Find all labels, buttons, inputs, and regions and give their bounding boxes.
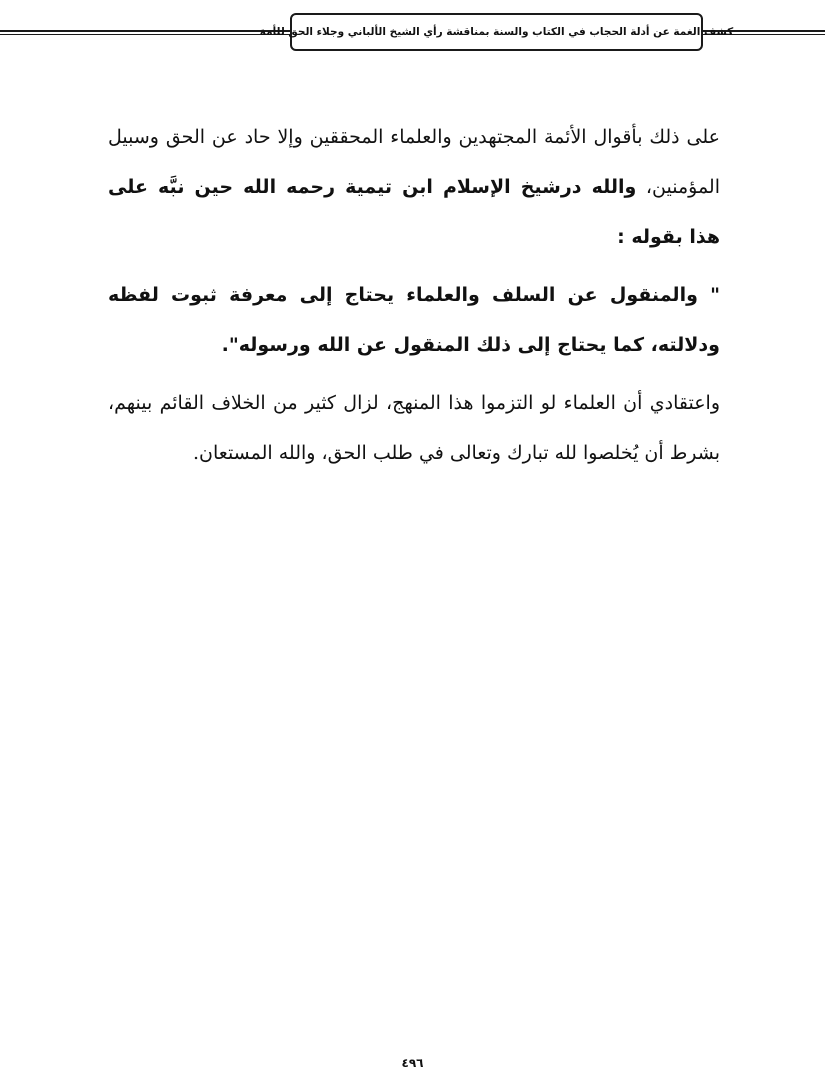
header-rule-left-top: [0, 30, 290, 32]
page-number: ٤٩٦: [401, 1056, 424, 1070]
running-header-box: [259, 13, 734, 51]
paragraph-intro: [108, 112, 720, 262]
header-rule-left-bottom: [0, 34, 290, 35]
page-body: [108, 112, 720, 478]
running-header-title: كشف الغمة عن أدلة الحجاب في الكتاب والسنة بمناقشة رأي الشيخ الألباني وجلاء الحق للأمة: [259, 26, 734, 38]
ibn-taymiyyah-quote: " والمنقول عن السلف والعلماء يحتاج إلى معرفة ثبوت لفظه ودلالته، كما يحتاج إلى ذلك المنقول عن الله ورسوله".: [108, 284, 720, 356]
paragraph-intro-bold-text: والله درشيخ الإسلام ابن تيمية رحمه الله حين نبَّه على هذا بقوله :: [108, 176, 720, 248]
paragraph-intro-text: على ذلك بأقوال الأئمة المجتهدين والعلماء المحققين وإلا حاد عن الحق وسبيل المؤمنين،: [108, 126, 720, 198]
paragraph-conclusion: واعتقادي أن العلماء لو التزموا هذا المنهج، لزال كثير من الخلاف القائم بينهم، بشرط أن يُخلصوا لله تبارك وتعالى في طلب الحق، والله المستعان.: [108, 392, 720, 464]
